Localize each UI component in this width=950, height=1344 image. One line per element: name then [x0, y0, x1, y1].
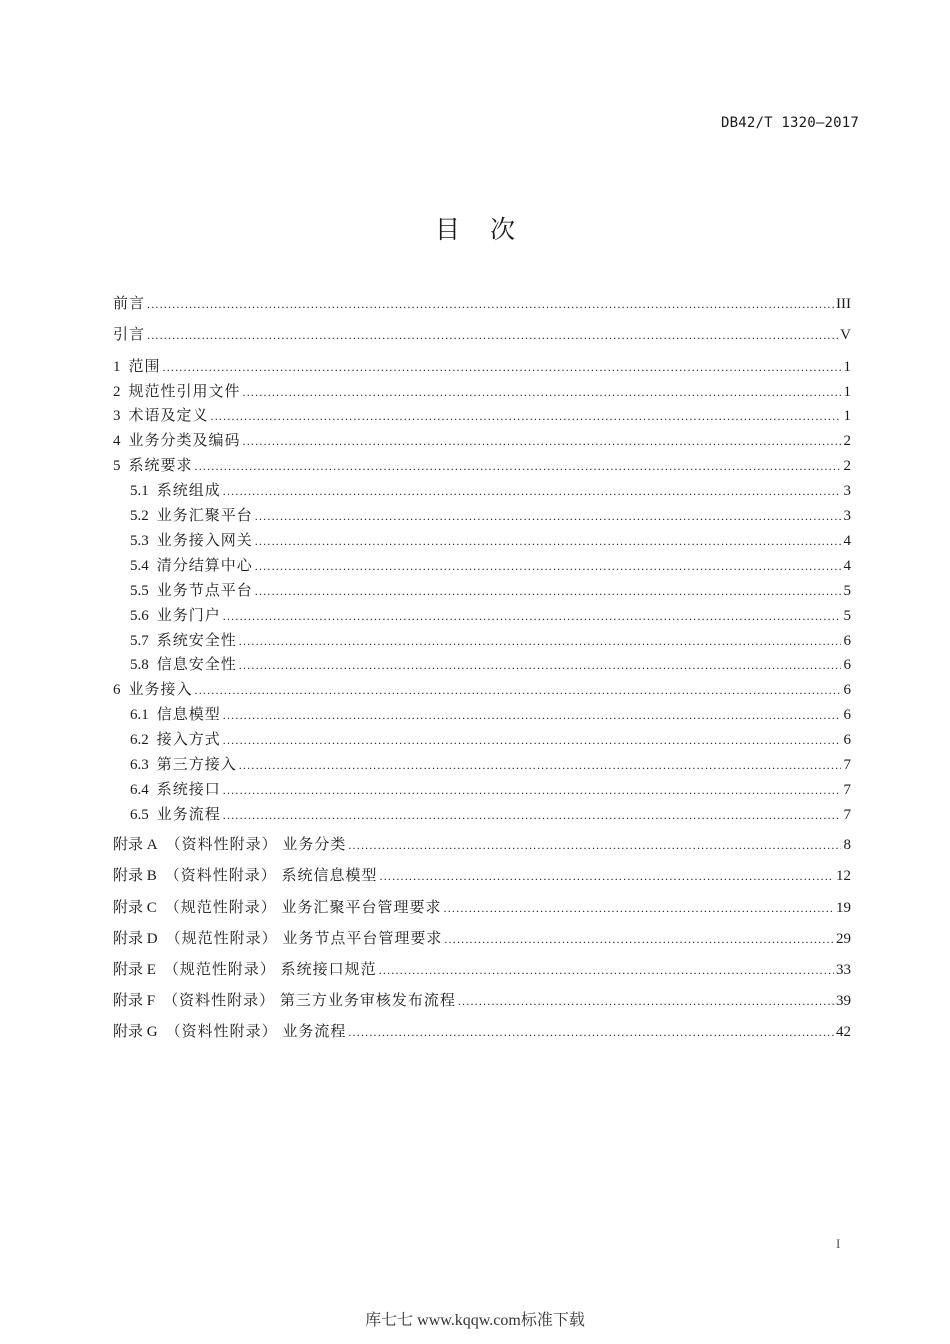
toc-entry-label: 系统组成 — [156, 483, 221, 499]
toc-entry[interactable] — [113, 834, 851, 856]
toc-entry-page: 3 — [843, 508, 851, 524]
toc-entry-number: 4 — [113, 433, 121, 449]
toc-entry[interactable] — [113, 356, 851, 378]
toc-entry-page: 3 — [843, 483, 851, 499]
toc-entry-page: 42 — [836, 1024, 851, 1040]
dot-leader — [379, 959, 834, 981]
toc-entry[interactable] — [130, 530, 851, 552]
dot-leader — [348, 834, 841, 856]
toc-entry-label: （资料性附录） 第三方业务审核发布流程 — [163, 993, 456, 1009]
toc-entry[interactable] — [130, 505, 851, 527]
toc-entry-label: （资料性附录） 系统信息模型 — [164, 868, 378, 884]
toc-entry[interactable] — [113, 865, 851, 887]
toc-entry-label: 业务汇聚平台 — [156, 508, 253, 524]
toc-entry-page: III — [836, 296, 851, 312]
toc-entry[interactable] — [113, 293, 851, 315]
toc-entry-page: 39 — [836, 993, 851, 1009]
dot-leader — [444, 897, 834, 919]
toc-entry[interactable] — [113, 455, 851, 477]
toc-entry-label: 前言 — [113, 296, 146, 312]
toc-entry-label: 规范性引用文件 — [128, 384, 241, 400]
toc-entry-label: 业务分类及编码 — [128, 433, 241, 449]
dot-leader — [195, 455, 841, 477]
toc-entry-label: 术语及定义 — [128, 408, 209, 424]
toc-entry[interactable] — [113, 381, 851, 403]
dot-leader — [255, 555, 841, 577]
dot-leader — [239, 630, 841, 652]
toc-entry-number: 5.7 — [130, 633, 149, 649]
toc-entry-number: 附录 B — [113, 868, 157, 884]
toc-entry[interactable] — [130, 555, 851, 577]
page-title — [0, 210, 950, 246]
toc-entry-page: 33 — [836, 962, 851, 978]
toc-entry[interactable] — [113, 679, 851, 701]
toc-entry[interactable] — [130, 605, 851, 627]
toc-entry-label: 清分结算中心 — [156, 558, 253, 574]
toc-entry-number: 6.1 — [130, 707, 149, 723]
dot-leader — [444, 928, 834, 950]
toc-entry-number: 6.3 — [130, 757, 149, 773]
title-char-1: 目 — [434, 215, 460, 244]
dot-leader — [195, 679, 841, 701]
dot-leader — [223, 729, 841, 751]
toc-entry-number: 5 — [113, 458, 121, 474]
dot-leader — [223, 480, 841, 502]
toc-entry[interactable] — [113, 990, 851, 1012]
toc-entry-page: 5 — [843, 583, 851, 599]
dot-leader — [223, 804, 841, 826]
toc-entry-number: 附录 E — [113, 962, 156, 978]
dot-leader — [239, 754, 841, 776]
footer-watermark: 库七七 www.kqqw.com标准下载 — [365, 1312, 585, 1329]
toc-entry-page: 8 — [843, 837, 851, 853]
toc-entry-number: 6 — [113, 682, 121, 698]
dot-leader — [147, 324, 838, 346]
toc-entry-label: 引言 — [113, 327, 146, 343]
toc-entry-label: （资料性附录） 业务流程 — [165, 1024, 347, 1040]
toc-entry-number: 5.4 — [130, 558, 149, 574]
toc-entry-number: 附录 A — [113, 837, 158, 853]
title-char-2: 次 — [490, 215, 516, 244]
toc-entry-label: 业务门户 — [156, 608, 221, 624]
toc-entry-number: 5.2 — [130, 508, 149, 524]
toc-entry-page: 7 — [843, 782, 851, 798]
toc-entry-page: 7 — [843, 807, 851, 823]
toc-entry-label: 信息模型 — [156, 707, 221, 723]
dot-leader — [223, 779, 841, 801]
dot-leader — [223, 704, 841, 726]
toc-entry-label: 业务节点平台 — [156, 583, 253, 599]
toc-entry-page: 5 — [843, 608, 851, 624]
toc-entry-page: 29 — [836, 931, 851, 947]
toc-entry-number: 3 — [113, 408, 121, 424]
dot-leader — [255, 530, 841, 552]
page-number: I — [836, 1236, 841, 1251]
toc-entry-number: 附录 G — [113, 1024, 158, 1040]
toc-entry-page: 7 — [843, 757, 851, 773]
dot-leader — [243, 381, 841, 403]
toc-entry[interactable] — [113, 959, 851, 981]
toc-entry-label: （规范性附录） 业务节点平台管理要求 — [165, 931, 443, 947]
toc-entry-number: 6.5 — [130, 807, 149, 823]
dot-leader — [223, 605, 841, 627]
toc-entry[interactable] — [113, 1021, 851, 1043]
toc-entry-number: 6.4 — [130, 782, 149, 798]
dot-leader — [255, 505, 841, 527]
dot-leader — [243, 430, 841, 452]
toc-entry-page: 2 — [843, 458, 851, 474]
toc-entry-page: V — [840, 327, 851, 343]
toc-entry-label: 接入方式 — [156, 732, 221, 748]
toc-entry-page: 4 — [843, 533, 851, 549]
toc-entry[interactable] — [130, 754, 851, 776]
toc-entry[interactable] — [130, 630, 851, 652]
toc-entry-label: 业务接入网关 — [156, 533, 253, 549]
dot-leader — [380, 865, 834, 887]
toc-entry-number: 5.1 — [130, 483, 149, 499]
toc-entry[interactable] — [130, 480, 851, 502]
toc-entry-label: 系统要求 — [128, 458, 193, 474]
toc-entry-page: 19 — [836, 900, 851, 916]
toc-entry-page: 6 — [843, 657, 851, 673]
toc-entry-number: 附录 F — [113, 993, 156, 1009]
toc-entry-page: 6 — [843, 633, 851, 649]
toc-entry-label: （资料性附录） 业务分类 — [165, 837, 347, 853]
toc-entry-page: 12 — [836, 868, 851, 884]
toc-entry-label: 业务接入 — [128, 682, 193, 698]
toc-entry-page: 6 — [843, 682, 851, 698]
toc-entry[interactable] — [130, 654, 851, 676]
toc-entry-label: 业务流程 — [156, 807, 221, 823]
toc-entry-label: 系统接口 — [156, 782, 221, 798]
toc-entry-label: 第三方接入 — [156, 757, 237, 773]
toc-entry[interactable] — [113, 405, 851, 427]
toc-entry-label: （规范性附录） 业务汇聚平台管理要求 — [164, 900, 442, 916]
toc-entry-page: 1 — [843, 384, 851, 400]
toc-entry-number: 2 — [113, 384, 121, 400]
toc-entry[interactable] — [130, 804, 851, 826]
toc-entry[interactable] — [113, 324, 851, 346]
dot-leader — [255, 580, 841, 602]
toc-entry[interactable] — [113, 928, 851, 950]
dot-leader — [458, 990, 834, 1012]
toc-entry[interactable] — [130, 704, 851, 726]
toc-entry-number: 5.8 — [130, 657, 149, 673]
toc-entry-number: 5.5 — [130, 583, 149, 599]
toc-entry-page: 2 — [843, 433, 851, 449]
toc-entry-number: 5.3 — [130, 533, 149, 549]
dot-leader — [211, 405, 841, 427]
toc-entry[interactable] — [130, 779, 851, 801]
toc-entry[interactable] — [130, 729, 851, 751]
dot-leader — [348, 1021, 834, 1043]
toc-entry-page: 6 — [843, 732, 851, 748]
toc-entry-label: （规范性附录） 系统接口规范 — [163, 962, 377, 978]
toc-entry-page: 6 — [843, 707, 851, 723]
toc-entry-page: 1 — [843, 408, 851, 424]
toc-entry-number: 6.2 — [130, 732, 149, 748]
toc-entry-label: 范围 — [128, 359, 161, 375]
toc-entry-number: 附录 D — [113, 931, 158, 947]
toc-entry-number: 1 — [113, 359, 121, 375]
standard-code: DB42/T 1320—2017 — [720, 115, 859, 131]
toc-entry-number: 5.6 — [130, 608, 149, 624]
toc-entry-label: 系统安全性 — [156, 633, 237, 649]
toc-entry-page: 1 — [843, 359, 851, 375]
dot-leader — [147, 293, 834, 315]
toc-entry-page: 4 — [843, 558, 851, 574]
toc-entry[interactable] — [113, 430, 851, 452]
toc-entry-label: 信息安全性 — [156, 657, 237, 673]
toc-entry[interactable] — [113, 897, 851, 919]
toc-entry-number: 附录 C — [113, 900, 157, 916]
toc-entry[interactable] — [130, 580, 851, 602]
dot-leader — [239, 654, 841, 676]
dot-leader — [163, 356, 841, 378]
